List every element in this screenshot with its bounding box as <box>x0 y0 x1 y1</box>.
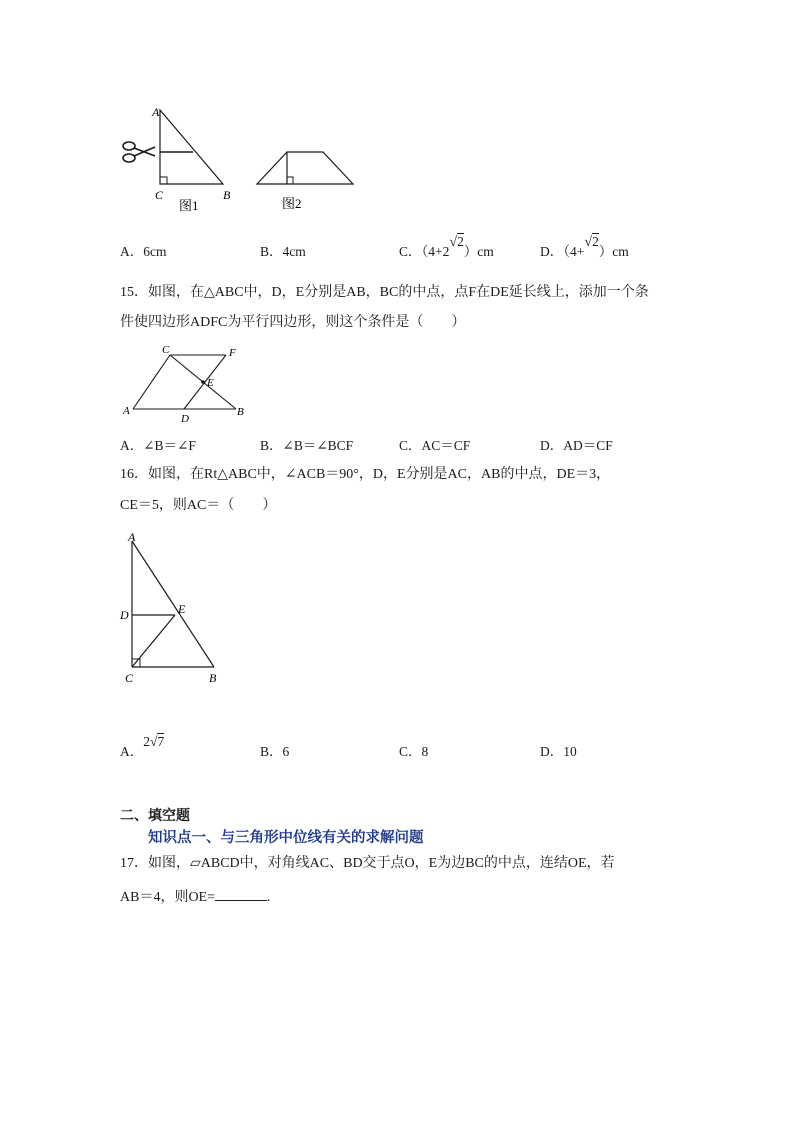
q15-option-c: C．AC＝CF <box>399 438 471 453</box>
q14-option-c-sqrt: √2 <box>449 234 464 250</box>
q14-option-a: A．6cm <box>120 244 167 259</box>
q14-option-d-sqrt: √2 <box>584 234 599 250</box>
q14-option-d-radicand: 2 <box>592 234 599 249</box>
q16-label-d: D <box>120 608 129 622</box>
q14-option-c-prefix: C．（4+2 <box>399 244 450 259</box>
q16-option-c: C．8 <box>399 744 429 759</box>
q16-option-a-sqrt: 2√7 <box>143 734 165 749</box>
q15-label-e: E <box>207 377 214 389</box>
q14-figure-2 <box>250 140 360 215</box>
q14-figure-1 <box>115 100 245 215</box>
fig1-caption: 图1 <box>179 198 199 213</box>
q16-label-e: E <box>178 602 186 616</box>
section-subtitle: 知识点一、与三角形中位线有关的求解问题 <box>148 830 424 846</box>
q15-figure <box>118 342 258 424</box>
q17-line-2-suffix: . <box>267 890 271 905</box>
q16-option-d: D．10 <box>540 744 577 759</box>
q14-option-d-prefix: D．（4+ <box>540 244 585 259</box>
q14-option-d <box>540 234 629 263</box>
q16-question-line-2: CE＝5，则AC＝（ ） <box>120 498 277 513</box>
q15-label-a: A <box>123 405 130 417</box>
q15-label-d: D <box>181 413 189 424</box>
section-title: 二、填空题 <box>120 808 190 824</box>
q17-question-line-1: 17．如图，▱ABCD中，对角线AC、BD交于点O，E为边BC的中点，连结OE，若 <box>120 856 615 871</box>
q16-option-a <box>120 734 165 762</box>
q17-line-2-prefix: AB＝4，则OE= <box>120 890 216 905</box>
q17-answer-blank[interactable] <box>215 886 267 901</box>
q15-question-line-2: 件使四边形ADFC为平行四边形，则这个条件是（ ） <box>120 315 466 330</box>
q15-option-a: A．∠B＝∠F <box>120 438 196 453</box>
q16-label-b: B <box>209 671 217 685</box>
q15-question-line-1: 15．如图，在△ABC中，D，E分别是AB，BC的中点，点F在DE延长线上，添加一个条 <box>120 285 649 300</box>
fig1-label-c: C <box>155 188 164 202</box>
q16-option-b: B．6 <box>260 744 290 759</box>
q16-label-a: A <box>128 530 136 544</box>
q14-option-b: B．4cm <box>260 244 306 259</box>
q14-option-c <box>399 234 494 263</box>
q15-label-f: F <box>229 347 236 359</box>
fig1-label-a: A <box>152 105 160 119</box>
q16-option-a-prefix: A． <box>120 744 144 759</box>
q16-label-c: C <box>125 671 134 685</box>
fig2-caption: 图2 <box>282 196 302 211</box>
q15-option-d: D．AD＝CF <box>540 438 613 453</box>
q14-option-c-suffix: ）cm <box>463 244 494 259</box>
q16-option-a-coef: 2 <box>143 734 150 749</box>
q15-label-b: B <box>237 406 244 418</box>
q17-question-line-2 <box>120 886 271 908</box>
q15-label-c: C <box>162 344 170 356</box>
q14-option-d-suffix: ）cm <box>598 244 629 259</box>
fig1-label-b: B <box>223 188 231 202</box>
q16-figure <box>115 527 230 692</box>
q16-option-a-radicand: 7 <box>157 734 165 749</box>
q16-question-line-1: 16．如图，在Rt△ABC中，∠ACB＝90°，D，E分别是AC，AB的中点，DE＝3， <box>120 467 611 482</box>
scissors-icon <box>123 142 155 162</box>
q15-option-b: B．∠B＝∠BCF <box>260 438 354 453</box>
q14-option-c-radicand: 2 <box>457 234 464 249</box>
